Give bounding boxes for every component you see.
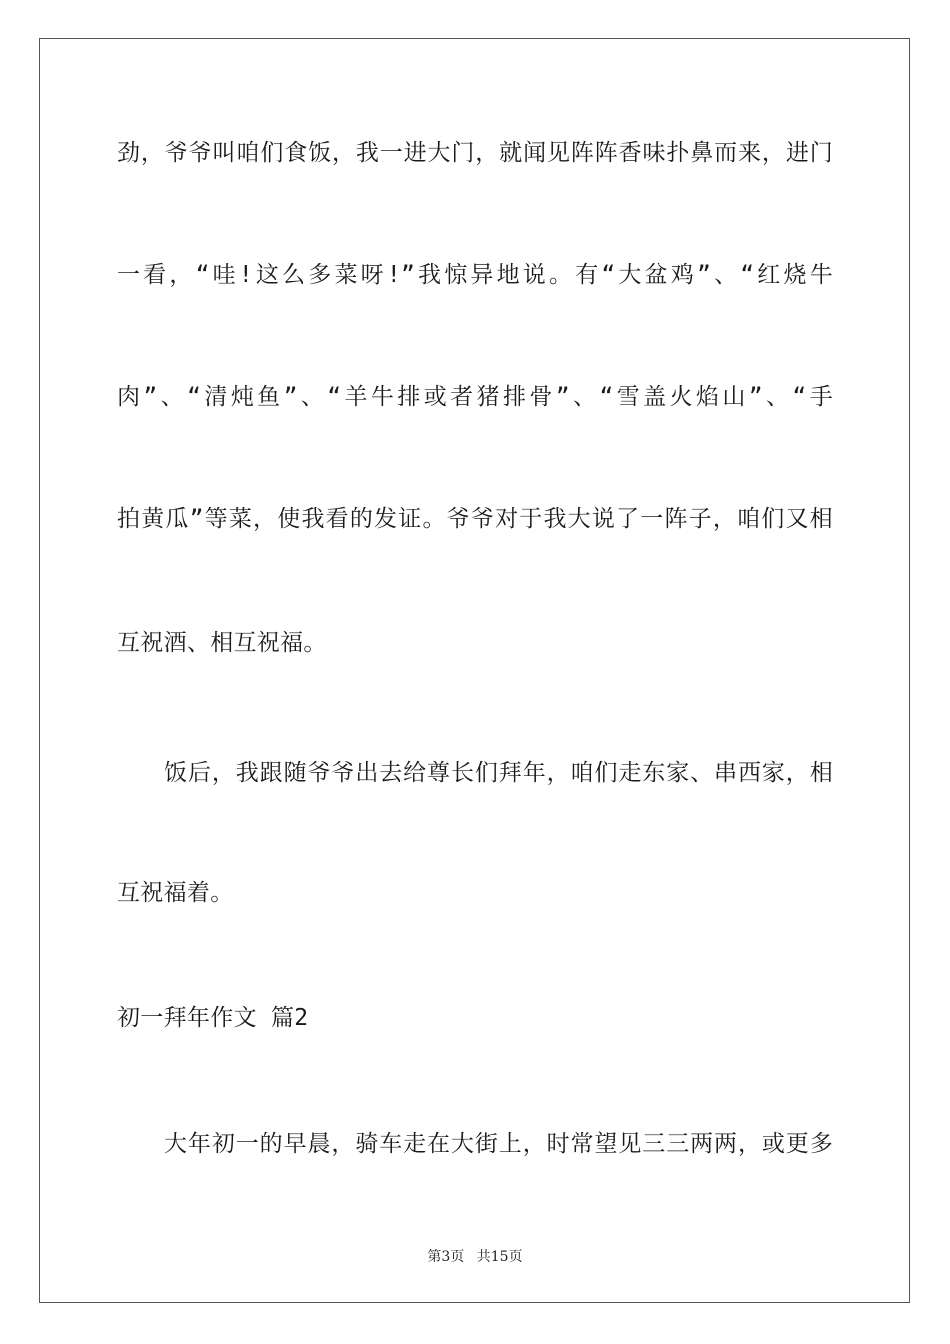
paragraph-line: 大年初一的早晨，骑车走在大街上，时常望见三三两两，或更多 xyxy=(164,1131,833,1157)
paragraph-line: 互祝酒、相互祝福。 xyxy=(117,630,327,656)
paragraph-line: 肉”、“清炖鱼”、“羊牛排或者猪排骨”、“雪盖火焰山”、“手 xyxy=(117,384,833,410)
paragraph-line: 拍黄瓜”等菜，使我看的发证。爷爷对于我大说了一阵子，咱们又相 xyxy=(117,506,833,532)
page-total: 共15页 xyxy=(476,1249,523,1265)
section-heading: 初一拜年作文 篇2 xyxy=(117,1005,309,1031)
page-footer xyxy=(0,1246,950,1266)
paragraph-line: 劲，爷爷叫咱们食饭，我一进大门，就闻见阵阵香味扑鼻而来，进门 xyxy=(117,140,833,166)
page-border xyxy=(39,38,910,1303)
page-number: 第3页 xyxy=(427,1249,465,1265)
paragraph-line: 互祝福着。 xyxy=(117,880,234,906)
paragraph-line: 饭后，我跟随爷爷出去给尊长们拜年，咱们走东家、串西家，相 xyxy=(164,760,833,786)
paragraph-line: 一看，“哇!这么多菜呀!”我惊异地说。有“大盆鸡”、“红烧牛 xyxy=(117,262,833,288)
